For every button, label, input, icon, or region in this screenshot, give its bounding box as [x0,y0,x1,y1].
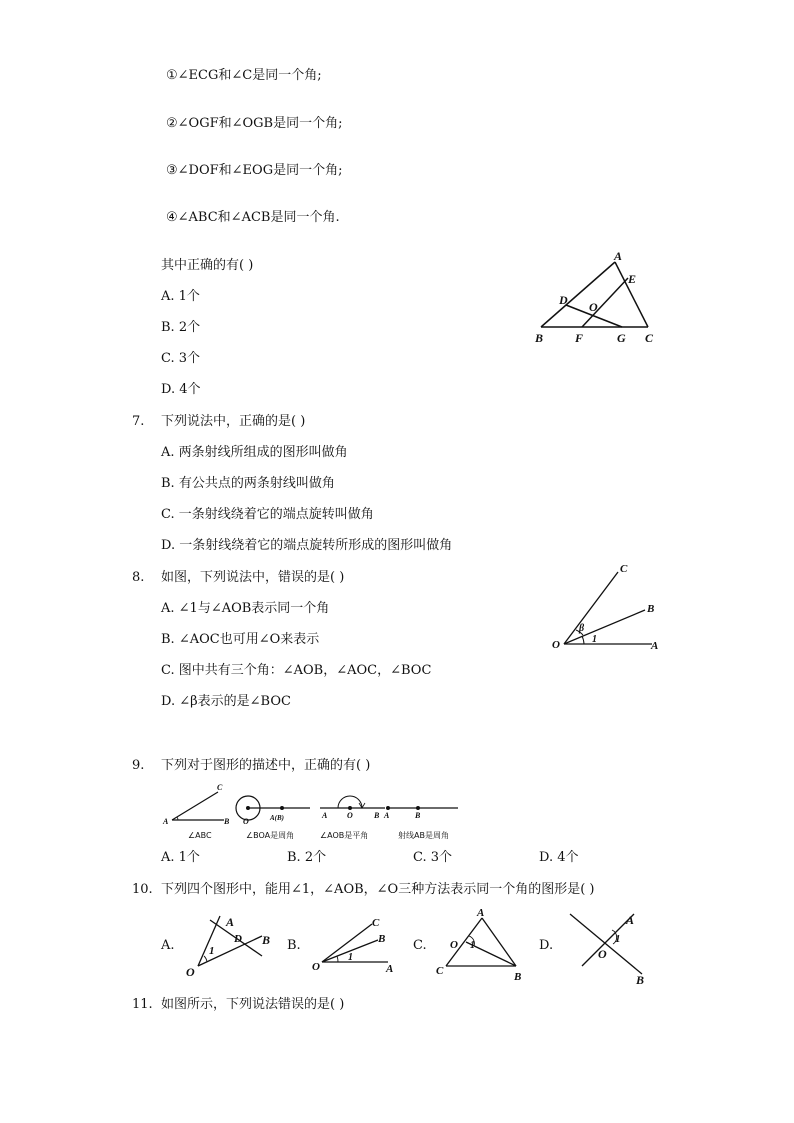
q7-option-a[interactable]: A. 两条射线所组成的图形叫做角 [161,445,348,460]
q6-statement-2: ②∠OGF和∠OGB是同一个角; [166,116,343,131]
q8-number: 8. [132,570,145,585]
q6-question: 其中正确的有( ) [161,258,254,273]
q9-fig3-label-o: O [347,811,353,820]
q6-label-c: C [645,331,654,345]
q8-option-d[interactable]: D. ∠β表示的是∠BOC [161,694,291,709]
q9-fig1-label-b: B [224,817,230,826]
q6-triangle-figure [530,248,665,348]
q10d-label-a: A [626,913,635,927]
q8-label-o: O [552,639,560,651]
q9-caption-2: ∠BOA是周角 [246,831,295,840]
q10-figure-a [182,912,272,980]
q9-question: 下列对于图形的描述中，正确的有( ) [161,758,371,773]
q6-option-c[interactable]: C. 3个 [161,351,201,366]
q6-statement-3: ③∠DOF和∠EOG是同一个角; [166,163,343,178]
q10d-label-b: B [636,973,645,987]
q6-statement-4: ④∠ABC和∠ACB是同一个角. [166,210,340,225]
q10b-label-b: B [378,933,386,945]
q9-fig1-label-a: A [163,817,169,826]
q6-label-o: O [589,300,598,314]
q10-option-b-letter[interactable]: B. [287,938,301,953]
q6-label-f: F [575,331,584,345]
q10-figure-c [432,906,532,984]
q10d-label-1: 1 [615,933,621,945]
q9-caption-3: ∠AOB是平角 [320,831,369,840]
q9-caption-1: ∠ABC [188,831,212,840]
q9-option-a[interactable]: A. 1个 [161,850,200,865]
q10c-label-1: 1 [470,940,475,951]
q6-option-d[interactable]: D. 4个 [161,382,201,397]
q9-number: 9. [132,758,145,773]
q7-option-b[interactable]: B. 有公共点的两条射线叫做角 [161,476,335,491]
q11-question: 如图所示，下列说法错误的是( ) [161,997,345,1012]
q6-statement-1: ①∠ECG和∠C是同一个角; [166,68,322,83]
q6-label-e: E [628,272,637,286]
q9-figures [160,778,470,844]
q9-fig3-label-a: A [322,811,328,820]
q6-label-a: A [614,249,623,263]
q9-option-d[interactable]: D. 4个 [539,850,579,865]
q9-fig2-label-o: O [243,817,249,826]
q9-option-c[interactable]: C. 3个 [413,850,453,865]
q10b-label-1: 1 [348,952,353,963]
q10c-label-a: A [477,907,485,919]
q6-option-b[interactable]: B. 2个 [161,320,201,335]
q10c-label-c: C [436,965,444,977]
q10a-label-1: 1 [209,945,215,957]
q9-caption-4: 射线AB是周角 [398,831,449,840]
q6-label-d: D [559,293,568,307]
q10c-label-b: B [514,971,522,983]
q10a-label-o: O [186,965,195,979]
q8-option-c[interactable]: C. 图中共有三个角：∠AOB，∠AOC，∠BOC [161,663,432,678]
q10-option-d-letter[interactable]: D. [539,938,554,953]
q10b-label-c: C [372,917,380,929]
q10d-label-o: O [598,947,607,961]
q8-angle-figure [548,560,668,655]
q8-label-c: C [620,563,628,575]
q8-question: 如图，下列说法中，错误的是( ) [161,570,345,585]
q10b-label-a: A [386,963,394,975]
q7-number: 7. [132,414,145,429]
q8-label-beta: β [579,623,585,634]
q6-option-a[interactable]: A. 1个 [161,289,200,304]
q9-fig4-label-a: A [384,811,390,820]
q10-option-a-letter[interactable]: A. [161,938,175,953]
q10c-label-o: O [450,939,458,951]
q10-figure-d [560,906,660,986]
q10-question: 下列四个图形中，能用∠1，∠AOB，∠O三种方法表示同一个角的图形是( ) [161,882,595,897]
q7-question: 下列说法中，正确的是( ) [161,414,306,429]
q9-fig4-label-b: B [415,811,421,820]
q8-label-1: 1 [592,634,597,645]
q8-label-b: B [647,603,655,615]
q8-option-a[interactable]: A. ∠1与∠AOB表示同一个角 [161,601,330,616]
q9-fig2-label-ab: A(B) [270,814,284,822]
q6-label-b: B [535,331,544,345]
q9-option-b[interactable]: B. 2个 [287,850,327,865]
q7-option-d[interactable]: D. 一条射线绕着它的端点旋转所形成的图形叫做角 [161,538,453,553]
q10-number: 10. [132,882,153,897]
q10a-label-a: A [226,915,235,929]
q8-option-b[interactable]: B. ∠AOC也可用∠O来表示 [161,632,320,647]
q7-option-c[interactable]: C. 一条射线绕着它的端点旋转叫做角 [161,507,374,522]
q8-label-a: A [651,640,659,652]
q10b-label-o: O [312,961,320,973]
q9-fig3-label-b: B [374,811,380,820]
q9-fig1-label-c: C [217,783,223,792]
q10-option-c-letter[interactable]: C. [413,938,427,953]
q10-figure-b [308,912,404,980]
q10a-label-b: B [262,933,271,947]
q6-label-g: G [617,331,626,345]
q11-number: 11. [132,997,153,1012]
q10a-label-d: D [234,933,242,945]
